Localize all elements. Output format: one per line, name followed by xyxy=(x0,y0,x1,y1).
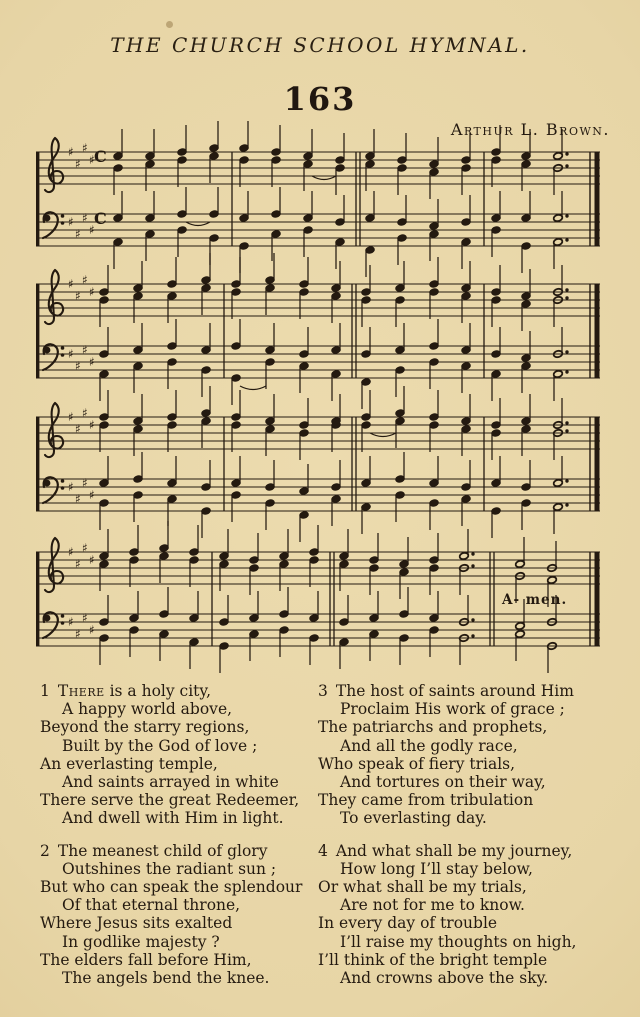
svg-text:♯: ♯ xyxy=(75,227,81,241)
svg-text:♯: ♯ xyxy=(89,355,95,369)
svg-text:♯: ♯ xyxy=(75,557,81,571)
verse-line: Of that eternal throne, xyxy=(62,896,241,915)
verse-line: The patriarchs and prophets, xyxy=(318,718,548,737)
svg-text:♯: ♯ xyxy=(89,153,95,167)
svg-text:♯: ♯ xyxy=(89,623,95,637)
svg-text:♯: ♯ xyxy=(82,611,88,625)
verse-1 xyxy=(40,682,326,828)
book-title: THE CHURCH SCHOOL HYMNAL. xyxy=(110,33,530,57)
svg-text:♯: ♯ xyxy=(68,277,74,291)
verse-line: An everlasting temple, xyxy=(40,754,218,773)
svg-text:♯: ♯ xyxy=(89,418,95,432)
svg-text:♯: ♯ xyxy=(82,406,88,420)
verse-line: Built by the God of love ; xyxy=(62,736,258,755)
verse-line: How long I’ll stay below, xyxy=(340,859,533,878)
hymn-number: 163 xyxy=(283,80,357,118)
verse-line: 3 The host of saints around Him xyxy=(318,682,574,700)
amen-label: A- men. xyxy=(502,592,568,608)
svg-text:♯: ♯ xyxy=(75,359,81,373)
verse-number: 3 xyxy=(318,682,328,700)
verse-line: To everlasting day. xyxy=(340,809,487,828)
music-system-4 xyxy=(34,512,606,682)
svg-text:♯: ♯ xyxy=(68,410,74,424)
verse-line: There serve the great Redeemer, xyxy=(40,791,300,810)
svg-text:♯: ♯ xyxy=(75,492,81,506)
svg-text:♯: ♯ xyxy=(89,553,95,567)
svg-text:C: C xyxy=(94,147,107,166)
verse-line: Beyond the starry regions, xyxy=(40,718,250,737)
verse-3 xyxy=(318,682,604,828)
svg-text:♯: ♯ xyxy=(89,488,95,502)
verse-line: In godlike majesty ? xyxy=(62,932,220,951)
verse-line: But who can speak the splendour xyxy=(40,878,303,897)
verse-2 xyxy=(40,842,326,988)
verses-column-right xyxy=(318,682,604,1001)
verse-line: 2 The meanest child of glory xyxy=(40,841,268,860)
svg-text:♯: ♯ xyxy=(68,347,74,361)
svg-text:♯: ♯ xyxy=(89,285,95,299)
verses-column-left xyxy=(40,682,326,1001)
verse-line: Are not for me to know. xyxy=(340,896,525,915)
verse-line: Outshines the radiant sun ; xyxy=(62,859,277,878)
paper-spot xyxy=(166,21,173,28)
svg-text:♯: ♯ xyxy=(82,211,88,225)
composer-credit: Arthur L. Brown. xyxy=(450,120,610,139)
svg-text:♯: ♯ xyxy=(82,141,88,155)
svg-text:♯: ♯ xyxy=(82,343,88,357)
verse-number: 1 xyxy=(40,682,50,700)
verse-number: 2 xyxy=(40,841,50,860)
verse-4 xyxy=(318,842,604,988)
verse-line: And all the godly race, xyxy=(340,736,518,755)
svg-text:♯: ♯ xyxy=(75,289,81,303)
verse-line: They came from tribulation xyxy=(318,791,534,810)
verse-line: 1 There is a holy city, xyxy=(40,682,212,700)
svg-text:♯: ♯ xyxy=(68,545,74,559)
svg-text:♯: ♯ xyxy=(68,615,74,629)
svg-text:♯: ♯ xyxy=(68,215,74,229)
verse-line: And dwell with Him in light. xyxy=(62,809,284,828)
verse-line: A happy world above, xyxy=(62,700,233,719)
verse-line: Who speak of fiery trials, xyxy=(318,754,516,773)
verse-line: The elders fall before Him, xyxy=(40,950,252,969)
svg-text:♯: ♯ xyxy=(68,145,74,159)
verse-line: I’ll think of the bright temple xyxy=(318,950,548,969)
svg-text:♯: ♯ xyxy=(75,627,81,641)
svg-text:♯: ♯ xyxy=(75,157,81,171)
verse-line: 4 And what shall be my journey, xyxy=(318,841,573,860)
verse-number: 4 xyxy=(318,841,328,860)
svg-text:♯: ♯ xyxy=(82,476,88,490)
verse-line: And crowns above the sky. xyxy=(340,969,549,988)
verse-line: Proclaim His work of grace ; xyxy=(340,700,565,719)
svg-text:♯: ♯ xyxy=(82,541,88,555)
svg-text:♯: ♯ xyxy=(89,223,95,237)
svg-text:C: C xyxy=(94,209,107,228)
svg-text:♯: ♯ xyxy=(75,422,81,436)
svg-text:♯: ♯ xyxy=(82,273,88,287)
svg-text:♯: ♯ xyxy=(68,480,74,494)
verse-line: And tortures on their way, xyxy=(340,773,546,792)
verse-line: The angels bend the knee. xyxy=(62,969,270,988)
verse-line: In every day of trouble xyxy=(318,914,498,933)
verse-line: Or what shall be my trials, xyxy=(318,878,527,897)
verse-line: And saints arrayed in white xyxy=(62,773,279,792)
verse-line: Where Jesus sits exalted xyxy=(40,914,233,933)
verse-line: I’ll raise my thoughts on high, xyxy=(340,932,577,951)
